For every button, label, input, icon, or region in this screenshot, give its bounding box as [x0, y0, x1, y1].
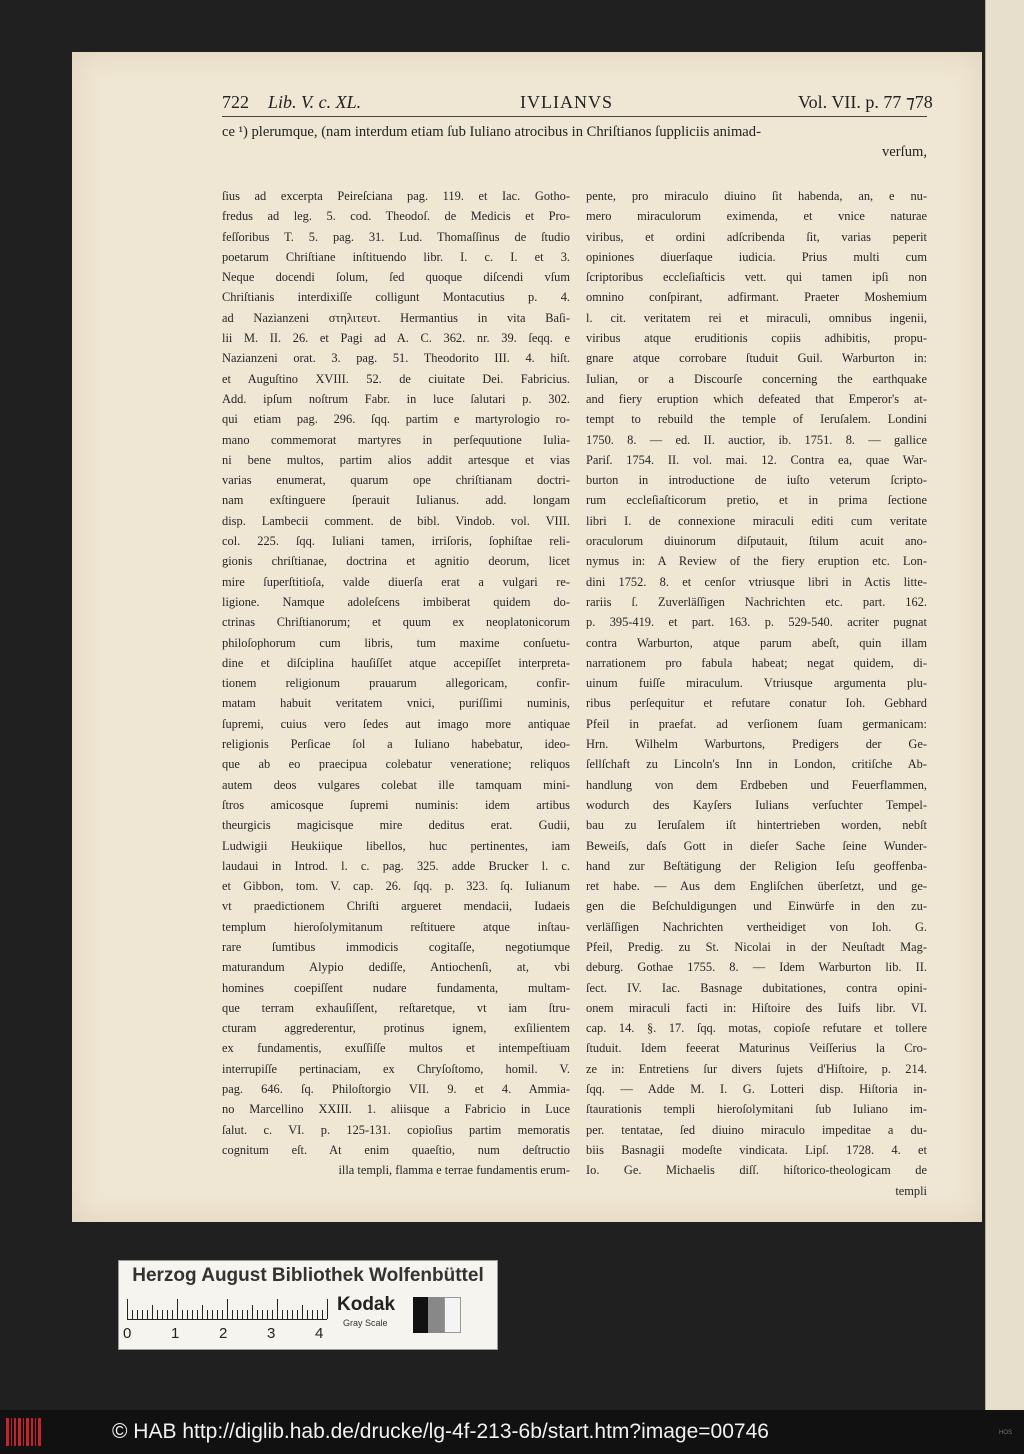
gray-swatches [413, 1297, 461, 1333]
ruler-tick [247, 1310, 248, 1319]
text-line: oraculorum diuinorum diſputauit, ſtilum acuit ano- [586, 534, 927, 549]
ruler-tick [187, 1310, 188, 1319]
text-line: lii M. II. 26. et Pagi ad A. C. 362. nr. 39. ſeqq. e [222, 331, 570, 346]
text-line: Nazianzeni orat. 3. pag. 51. Theodorito III. 4. hiſt. [222, 351, 570, 366]
ruler-tick [287, 1310, 288, 1319]
ruler-number: 3 [267, 1325, 276, 1342]
text-line: ſtaurationis templi hieroſolymitani ſub Iuliano im- [586, 1102, 927, 1117]
text-line: laudaui in Introd. l. c. pag. 325. adde Brucker l. c. [222, 858, 570, 873]
ruler-number: 0 [123, 1325, 132, 1342]
ruler-tick [227, 1299, 228, 1319]
intro-line: verſum, [882, 144, 927, 160]
ruler-tick [327, 1299, 328, 1319]
gray-scale-label: Gray Scale [343, 1318, 388, 1328]
library-name: Herzog August Bibliothek Wolfenbüttel [132, 1265, 484, 1286]
text-line: templi [895, 1183, 927, 1198]
ruler-tick [182, 1310, 183, 1319]
text-line: illa templi, flamma e terrae fundamentis erum- [338, 1163, 570, 1178]
ruler-tick [307, 1310, 308, 1319]
text-line: matam habuit veritatem vnici, puriſſimi numinis, [222, 696, 570, 711]
text-line: ſellſchaft zu Lincoln's Inn in London, critiſche Ab- [586, 757, 927, 772]
ruler-tick [282, 1310, 283, 1319]
ruler-tick [297, 1310, 298, 1319]
swatch-black [413, 1297, 428, 1333]
intro-line: ce ¹) plerumque, (nam interdum etiam ſub Iuliano atrocibus in Chriſtianos ſuppliciis animad- [222, 124, 761, 140]
hab-barcode-icon [6, 1418, 50, 1446]
running-title: IVLIANVS [520, 92, 613, 112]
ruler-tick [127, 1299, 128, 1319]
text-line: omnino conſpirant, adfirmant. Praeter Moshemium [586, 290, 927, 305]
ruler-tick [207, 1310, 208, 1319]
text-line: Pariſ. 1754. II. vol. mai. 12. Contra ea, quae War- [586, 452, 927, 467]
ruler-tick [262, 1310, 263, 1319]
scale-ruler [127, 1297, 327, 1320]
text-line: gnare atque corrobare ſtuduit Guil. Warburton in: [586, 351, 927, 366]
ruler-tick [322, 1310, 323, 1319]
text-line: col. 225. ſqq. Iuliani tamen, irriſoris, ſophiſtae reli- [222, 534, 570, 549]
text-line: dini 1752. 8. et cenſor vtriusque libri in Actis litte- [586, 574, 927, 589]
text-line: cturam aggrederentur, protinus ignem, exſilientem [222, 1021, 570, 1036]
text-line: hand zur Beſtätigung der Religion Ieſu geoffenba- [586, 858, 927, 873]
text-line: no Marcellino XXIII. 1. aliisque a Fabricio in Luce [222, 1102, 570, 1117]
text-line: cap. 14. §. 17. ſqq. motas, copioſe refutare et tollere [586, 1021, 927, 1036]
text-line: pente, pro miraculo diuino ſit habenda, an, e nu- [586, 189, 927, 203]
ruler-tick [192, 1310, 193, 1319]
ruler-number: 2 [219, 1325, 228, 1342]
text-line: Io. Ge. Michaelis diſſ. hiſtorico-theologicam de [586, 1163, 927, 1178]
text-line: burton in introductione de iuſto veterum ſcripto- [586, 473, 927, 488]
ruler-tick [162, 1310, 163, 1319]
ruler-number: 1 [171, 1325, 180, 1342]
text-line: uinum fuiſſe miraculum. Vtriusque argumenta plu- [586, 676, 927, 691]
ruler-tick [147, 1310, 148, 1319]
text-line: nymus in: A Review of the fiery eruption etc. Lon- [586, 554, 927, 569]
right-footnote-column [586, 186, 927, 1201]
barcode-bar [23, 1418, 24, 1446]
ruler-tick [232, 1310, 233, 1319]
text-line: tionem religionum prauarum allegoricam, confir- [222, 676, 570, 691]
text-line: rare ſumtibus immodicis cogitaſſe, negotiumque [222, 939, 570, 954]
text-line: ſtros amicosque ſupremi numinis: idem artibus [222, 797, 570, 812]
text-line: mero miraculorum eximenda, et vnice naturae [586, 209, 927, 224]
text-line: ribus perſequitur et refutare conatur Ioh. Gebhard [586, 696, 927, 711]
ruler-number: 4 [315, 1325, 324, 1342]
text-line: ſius ad excerpta Peireſciana pag. 119. et Iac. Gotho- [222, 189, 570, 203]
text-line: wodurch des Kayſers Iulians verſuchter Tempel- [586, 797, 927, 812]
barcode-bar [31, 1418, 33, 1446]
text-line: disp. Lambecii comment. de bibl. Vindob. vol. VIII. [222, 513, 570, 528]
text-line: autem deos vulgares colebat ille tamquam mini- [222, 777, 570, 792]
text-line: philoſophorum cum libris, tum maxime conſuetu- [222, 635, 570, 650]
ruler-tick [167, 1310, 168, 1319]
text-line: ligione. Namque adoleſcens imbiberat quidem do- [222, 594, 570, 609]
text-line: bau zu Ieruſalem iſt hintertrieben worden, nebſt [586, 818, 927, 833]
ruler-tick [317, 1310, 318, 1319]
barcode-bar [11, 1418, 12, 1446]
ruler-tick [312, 1310, 313, 1319]
ruler-tick [267, 1310, 268, 1319]
text-line: Pfeil, Predig. zu St. Nicolai in der Neuſtadt Mag- [586, 939, 927, 954]
text-line: que terram exhauſiſſent, reſtaretque, vt iam ſtru- [222, 1000, 570, 1015]
text-line: poetarum Chriſtiane inſtituendo libr. I. c. I. et 3. [222, 249, 570, 264]
text-line: ſcriptoribus eccleſiaſticis vett. qui tamen ipſi non [586, 270, 927, 285]
text-line: viribus, et ordini adſcribenda ſit, varias peperit [586, 229, 927, 244]
text-line: ni bene multos, partim alios addit artesque et vias [222, 452, 570, 467]
text-line: ctrinas Chriſtianorum; et quum ex neoplatonicorum [222, 615, 570, 630]
text-line: handlung von dem Erdbeben und Feuerflammen, [586, 777, 927, 792]
text-line: qui etiam pag. 296. ſqq. partim e martyrologio ro- [222, 412, 570, 427]
text-line: narrationem pro fabula habeat; negat quidem, di- [586, 655, 927, 670]
text-line: et Gibbon, tom. V. cap. 26. ſqq. p. 323. ſq. Iulianum [222, 879, 570, 894]
text-line: per. tentatae, ſed diuino miraculo impeditae a du- [586, 1122, 927, 1137]
text-line: et Auguſtino XVIII. 52. de ciuitate Dei. Fabricius. [222, 371, 570, 386]
text-line: p. 395-419. et part. 163. p. 529-540. acriter pugnat [586, 615, 927, 630]
corner-mark: HOS [998, 1430, 1012, 1436]
ruler-tick [132, 1310, 133, 1319]
volume-reference: Vol. VII. p. 77 ⁊78 [798, 92, 933, 112]
ruler-tick [177, 1299, 178, 1319]
ruler-tick [152, 1305, 153, 1319]
text-line: onem miraculi facti in: Hiſtoire des Iuifs libr. VI. [586, 1000, 927, 1015]
text-line: rum eccleſiaſticorum pretio, et in prima ſectione [586, 493, 927, 508]
text-line: ſect. IV. Iac. Basnage dubitationes, contra opini- [586, 980, 927, 995]
text-line: Hrn. Wilhelm Warburtons, Predigers der Ge- [586, 737, 927, 752]
text-line: deburg. Gothae 1755. 8. — Idem Warburton lib. II. [586, 960, 927, 975]
text-line: cognitum eſt. At enim quaeſtio, num deſtructio [222, 1142, 570, 1157]
barcode-bar [35, 1418, 36, 1446]
text-line: gen die Beſchuldigungen und Einwürfe in den zu- [586, 899, 927, 914]
text-line: ex fundamentis, exuſſiſſe multos et intempeſtiuam [222, 1041, 570, 1056]
swatch-gray [428, 1297, 443, 1333]
barcode-bar [38, 1418, 41, 1446]
ruler-numbers [119, 1325, 339, 1345]
text-line: gionis chriſtianae, doctrina et agnitio deorum, licet [222, 554, 570, 569]
text-line: religionis Perſicae ſol a Iuliano habebatur, ideo- [222, 737, 570, 752]
text-line: ſalut. c. VI. p. 125-131. copioſius partim memoratis [222, 1122, 570, 1137]
text-line: maturandum Alypio dediſſe, Antiochenſi, at, vbi [222, 960, 570, 975]
ruler-tick [157, 1310, 158, 1319]
text-line: varias enumerat, quarum ope chriſtianam doctri- [222, 473, 570, 488]
text-line: templum hieroſolymitanum reſtituere atque inſtau- [222, 919, 570, 934]
ruler-tick [142, 1310, 143, 1319]
kodak-logo: Kodak [337, 1294, 396, 1315]
text-line: Chriſtianis interdixiſſe colligunt Montacutius p. 4. [222, 290, 570, 305]
text-line: mano commemorat martyres in perſequutione Iulia- [222, 432, 570, 447]
text-line: feſſoribus T. 5. pag. 31. Lud. Thomaſſinus de ſtudio [222, 229, 570, 244]
text-line: Pfeil in praefat. ad verſionem ſuam germanicam: [586, 716, 927, 731]
text-line: ret habe. — Aus dem Engliſchen überſetzt, und ge- [586, 879, 927, 894]
barcode-bar [18, 1418, 21, 1446]
text-line: pag. 646. ſq. Philoſtorgio VII. 9. et 4. Ammia- [222, 1082, 570, 1097]
text-line: Beweiſs, daſs Gott in dieſer Sache ſeine Wunder- [586, 838, 927, 853]
text-line: ze in: Entretiens ſur divers ſujets d'Hiſtoire, p. 214. [586, 1061, 927, 1076]
text-line: 1750. 8. — ed. II. auctior, ib. 1751. 8. — gallice [586, 432, 927, 447]
text-line: Add. ipſum noſtrum Fabr. in luce ſalutari p. 302. [222, 391, 570, 406]
ruler-tick [172, 1310, 173, 1319]
text-line: theurgicis magicisque mire deditus erat. Gudii, [222, 818, 570, 833]
text-line: biis Basnagii modeſte vindicata. Lipſ. 1728. 4. et [586, 1142, 927, 1157]
barcode-bar [26, 1418, 29, 1446]
left-footnote-column [222, 186, 570, 1181]
text-line: que ab eo praecipua colebatur veneratione; reliquos [222, 757, 570, 772]
text-line: Ludwigii Heukiique libellos, huc pertinentes, iam [222, 838, 570, 853]
text-line: dine et diſciplina hauſiſſet atque accepiſſet interpreta- [222, 655, 570, 670]
ruler-tick [242, 1310, 243, 1319]
ruler-tick [272, 1310, 273, 1319]
ruler-tick [277, 1299, 278, 1319]
ruler-tick [257, 1310, 258, 1319]
footer-bar [0, 1410, 1024, 1454]
text-line: nam exſtinguere ſperauit Iulianus. add. longam [222, 493, 570, 508]
ruler-tick [137, 1310, 138, 1319]
swatch-white [444, 1297, 461, 1333]
text-line: verläſſigen Nachrichten vertheidiget von Ioh. G. [586, 919, 927, 934]
ruler-tick [217, 1310, 218, 1319]
text-line: Iulian, or a Discourſe concerning the earthquake [586, 371, 927, 386]
text-line: interrupiſſe pertinaciam, ex Chryſoſtomo, homil. V. [222, 1061, 570, 1076]
text-line: ſqq. — Adde M. I. G. Lotteri disp. Hiſtoria in- [586, 1082, 927, 1097]
ruler-tick [252, 1305, 253, 1319]
text-line: homines coepiſſent nudare fundamenta, multam- [222, 980, 570, 995]
ruler-tick [222, 1310, 223, 1319]
text-line: fredus ad leg. 5. cod. Theodoſ. de Medicis et Pro- [222, 209, 570, 224]
text-line: rariis ſ. Zuverläſſigen Nachrichten etc. part. 162. [586, 594, 927, 609]
barcode-bar [14, 1418, 16, 1446]
text-line: contra Warburton, atque parum abeſt, quin illam [586, 635, 927, 650]
page-number: 722 [222, 92, 249, 112]
text-line: ad Nazianzeni στηλιτευτ. Hermantius in vita Baſi- [222, 310, 570, 325]
ruler-tick [202, 1305, 203, 1319]
text-line: l. cit. veritatem rei et miraculi, omnibus ingenii, [586, 310, 927, 325]
text-line: ſtuduit. Idem feeerat Maturinus Veiſſerius la Cro- [586, 1041, 927, 1056]
ruler-tick [197, 1310, 198, 1319]
text-line: ſupremi, cuius vero ſedes aut imago more antiquae [222, 716, 570, 731]
ruler-tick [302, 1305, 303, 1319]
text-line: opiniones diuerſaque iudicia. Prius multi cum [586, 249, 927, 264]
barcode-bar [6, 1418, 9, 1446]
text-line: vt praedictionem Chriſti argueret mendacii, Iudaeis [222, 899, 570, 914]
text-line: mire ſuperſtitioſa, valde diuerſa erat a vulgari re- [222, 574, 570, 589]
text-line: Neque docendi ſolum, ſed quoque diſcendi vſum [222, 270, 570, 285]
text-line: libri I. de connexione miraculi editi cum veritate [586, 513, 927, 528]
header-rule [222, 116, 927, 117]
intro-text [222, 122, 927, 162]
section-reference: Lib. V. c. XL. [268, 92, 362, 112]
ruler-tick [237, 1310, 238, 1319]
copyright-url[interactable]: © HAB http://diglib.hab.de/drucke/lg-4f-213-6b/start.htm?image=00746 [112, 1420, 769, 1443]
facing-page-edge [985, 0, 1024, 1410]
ruler-tick [212, 1310, 213, 1319]
ruler-tick [292, 1310, 293, 1319]
text-line: and fiery eruption which defeated that Emperor's at- [586, 391, 927, 406]
text-line: viribus atque eruditionis copiis adhibitis, propu- [586, 331, 927, 346]
text-line: tempt to rebuild the temple of Ieruſalem. Londini [586, 412, 927, 427]
color-target-card [118, 1260, 498, 1350]
